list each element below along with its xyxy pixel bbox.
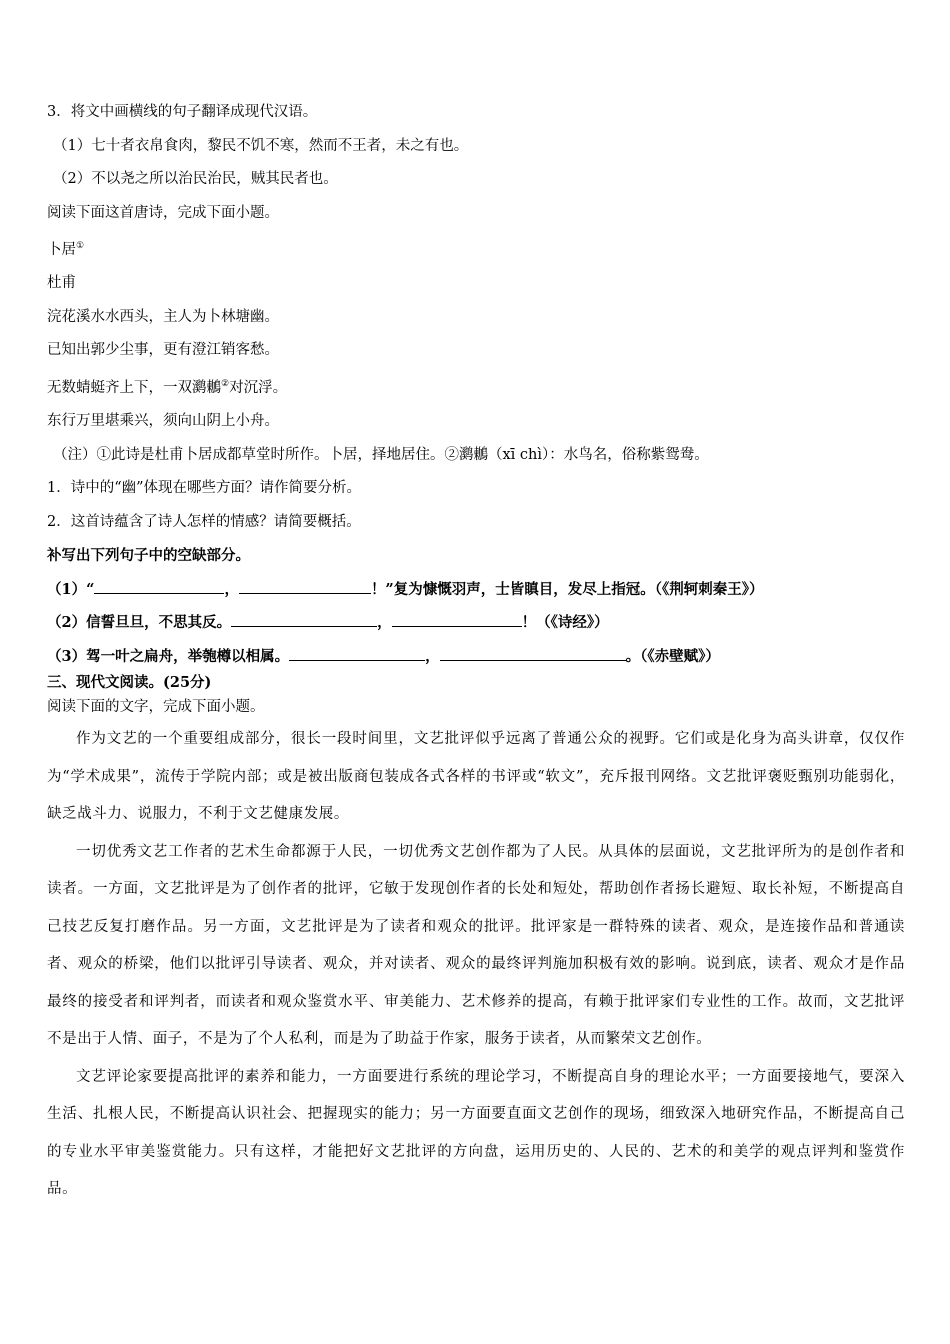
fill-item-3-prefix: （3）驾一叶之扁舟，举匏樽以相属。: [47, 647, 290, 665]
poem-line-3: [47, 368, 905, 405]
poem-intro: 阅读下面这首唐诗，完成下面小题。: [47, 204, 279, 221]
poem-line-3-tail: 对沉浮。: [229, 379, 288, 396]
fill-blank[interactable]: [94, 579, 224, 594]
article-paragraph-2: 一切优秀文艺工作者的艺术生命都源于人民，一切优秀文艺创作都为了人民。从具体的层面说，文艺批评所为的是创作者和读者。一方面，文艺批评是为了创作者的批评，它敏于发现创作者的长处和短处，帮助创作者扬长避短、取长补短，不断提高自己技艺反复打磨作品。另一方面，文艺批评是为了读者和观众的批评。批评家是一群特殊的读者、观众，是连接作品和普通读者、观众的桥梁，他们以批评引导读者、观众，并对读者、观众的最终评判施加积极有效的影响。说到底，读者、观众才是作品最终的接受者和评判者，而读者和观众鉴赏水平、审美能力、艺术修养的提高，有赖于批评家们专业性的工作。故而，文艺批评不是出于人情、面子，不是为了个人私利，而是为了助益于作家，服务于读者，从而繁荣文艺创作。: [47, 843, 905, 1048]
poem-question-1: 1．诗中的“幽”体现在哪些方面？请作简要分析。: [47, 480, 362, 497]
poem-line-2: 已知出郭少尘事，更有澄江销客愁。: [47, 342, 279, 359]
poem-title-footnote-mark: ①: [76, 241, 85, 251]
poem-question-2: 2．这首诗蕴含了诗人怎样的情感？请简要概括。: [47, 513, 361, 530]
fill-blank[interactable]: [289, 646, 425, 661]
fill-item-1-sep: ，: [224, 580, 239, 598]
poem-note: （注）①此诗是杜甫卜居成都草堂时所作。卜居，择地居住。②㶉鶒（xī chì）：水鸟名，俗称紫鸳鸯。: [53, 446, 709, 463]
modern-section-intro: 阅读下面的文字，完成下面小题。: [47, 699, 265, 716]
fill-item-2-prefix: （2）信誓旦旦，不思其反。: [47, 614, 232, 632]
fill-item-1: [47, 573, 905, 607]
fill-item-1-prefix: （1）“: [47, 580, 95, 598]
poem-line-3-footnote-mark: ②: [221, 378, 230, 389]
fill-item-2: [47, 606, 905, 640]
poem-author: 杜甫: [47, 275, 76, 292]
modern-section-title: 三、现代文阅读。(25分): [47, 674, 212, 692]
fill-blank[interactable]: [440, 646, 626, 661]
fill-item-2-suffix: ！（《诗经》）: [521, 614, 609, 632]
poem-line-1: 浣花溪水水西头，主人为卜林塘幽。: [47, 308, 279, 325]
question-3-item-2: （2）不以尧之所以治民治民，贼其民者也。: [53, 171, 338, 187]
poem-line-4: 东行万里堪乘兴，须向山阴上小舟。: [47, 413, 279, 430]
question-3-item-1: （1）七十者衣帛食肉，黎民不饥不寒，然而不王者，未之有也。: [53, 137, 469, 154]
fill-blank[interactable]: [231, 612, 377, 627]
article-paragraph-3: 文艺评论家要提高批评的素养和能力，一方面要进行系统的理论学习，不断提高自身的理论水平；一方面要接地气，要深入生活、扎根人民，不断提高认识社会、把握现实的能力；另一方面要直面文艺创作的现场，细致深入地研究作品，不断提高自己的专业水平审美鉴赏能力。只有这样，才能把好文艺批评的方向盘，运用历史的、人民的、艺术的和美学的观点评判和鉴赏作品。: [47, 1068, 905, 1198]
fill-blank[interactable]: [392, 612, 522, 627]
poem-title-text: 卜居: [47, 241, 76, 258]
fill-item-3: [47, 640, 905, 674]
fill-item-3-sep: ，: [425, 647, 440, 665]
fill-item-3-suffix: 。（《赤壁赋》）: [625, 647, 720, 665]
article-paragraph-1: 作为文艺的一个重要组成部分，很长一段时间里，文艺批评似乎远离了普通公众的视野。它们或是化身为高头讲章，仅仅作为“学术成果”，流传于学院内部；或是被出版商包装成各式各样的书评或“软文”，充斥报刊网络。文艺批评褒贬甄别功能弱化，缺乏战斗力、说服力，不利于文艺健康发展。: [47, 731, 905, 823]
fill-item-1-suffix: ！”复为慷慨羽声，士皆瞋目，发尽上指冠。（《荆轲刺秦王》）: [370, 580, 764, 598]
question-3-title: 3．将文中画横线的句子翻译成现代汉语。: [47, 104, 318, 120]
document-page: [47, 96, 905, 1209]
fill-item-2-sep: ，: [377, 614, 392, 632]
poem-line-3-head: 无数蜻蜓齐上下，一双㶉鶒: [47, 379, 221, 396]
poem-title: [47, 230, 905, 267]
fill-blank[interactable]: [239, 579, 371, 594]
fill-section-title: 补写出下列句子中的空缺部分。: [47, 547, 250, 565]
